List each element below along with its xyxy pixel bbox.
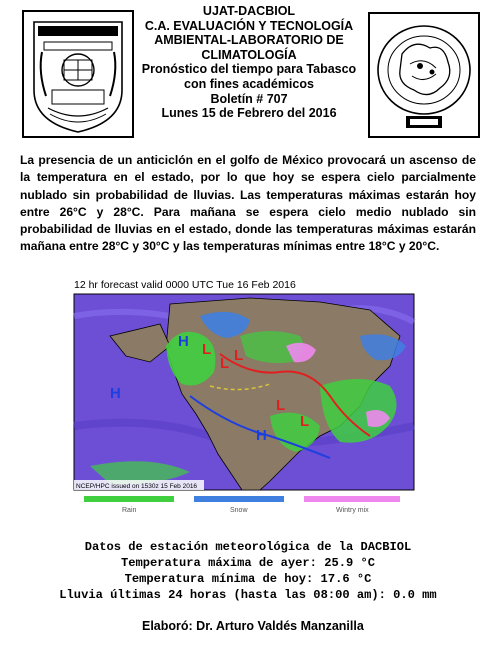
forecast-map-title: 12 hr forecast valid 0000 UTC Tue 16 Feb 2016	[74, 279, 296, 291]
dacbiol-seal-logo	[368, 12, 480, 138]
low-pressure-marker: L	[220, 355, 230, 372]
bulletin-header	[130, 4, 368, 121]
high-pressure-marker: H	[178, 333, 189, 350]
header-line: UJAT-DACBIOL	[202, 4, 296, 18]
bulletin-number: Boletín # 707	[210, 91, 288, 106]
forecast-map-image	[70, 276, 426, 518]
header-line: C.A. EVALUACIÓN Y TECNOLOGÍA	[144, 18, 354, 33]
header-line: Pronóstico del tiempo para Tabasco	[141, 62, 357, 77]
high-pressure-marker: H	[256, 427, 267, 444]
header-line: CLIMATOLOGÍA	[201, 47, 297, 62]
low-pressure-marker: L	[276, 397, 286, 414]
legend-label-snow: Snow	[230, 507, 248, 514]
station-min-temp: Temperatura mínima de hoy: 17.6 °C	[124, 572, 372, 587]
station-title: Datos de estación meteorológica de la DACBIOL	[84, 540, 412, 554]
station-rain: Lluvia últimas 24 horas (hasta las 08:00 am): 0.0 mm	[59, 588, 437, 603]
ujat-seal-logo	[22, 10, 134, 138]
station-max-temp: Temperatura máxima de ayer: 25.9 °C	[120, 556, 375, 571]
legend-label-rain: Rain	[122, 507, 137, 514]
low-pressure-marker: L	[234, 347, 244, 364]
station-data	[40, 539, 456, 603]
header-line: con fines académicos	[184, 76, 314, 91]
map-legend	[84, 496, 400, 514]
forecast-description: La presencia de un anticiclón en el golfo de México provocará un ascenso de la temperatura en el estado, por lo que hoy se espera cielo parcialmente nublado sin probabilidad de lluvias. Las temperaturas máximas estarán hoy entre 26°C y 28°C. Para mañana se espera cielo medio nublado sin probabilidad de lluvias en el estado, donde las temperaturas máximas estarán mañana entre 28°C y 30°C y las temperaturas mínimas entre 18°C y 20°C.	[20, 153, 476, 254]
bulletin-date: Lunes 15 de Febrero del 2016	[161, 106, 337, 121]
low-pressure-marker: L	[202, 341, 212, 358]
author-credit: Elaboró: Dr. Arturo Valdés Manzanilla	[142, 619, 364, 633]
header-line: AMBIENTAL-LABORATORIO DE	[154, 33, 344, 48]
forecast-map-credit: NCEP/HPC issued on 1530z 15 Feb 2016	[76, 483, 198, 490]
legend-label-wintry-mix: Wintry mix	[336, 507, 369, 514]
high-pressure-marker: H	[110, 385, 121, 402]
low-pressure-marker: L	[300, 413, 310, 430]
